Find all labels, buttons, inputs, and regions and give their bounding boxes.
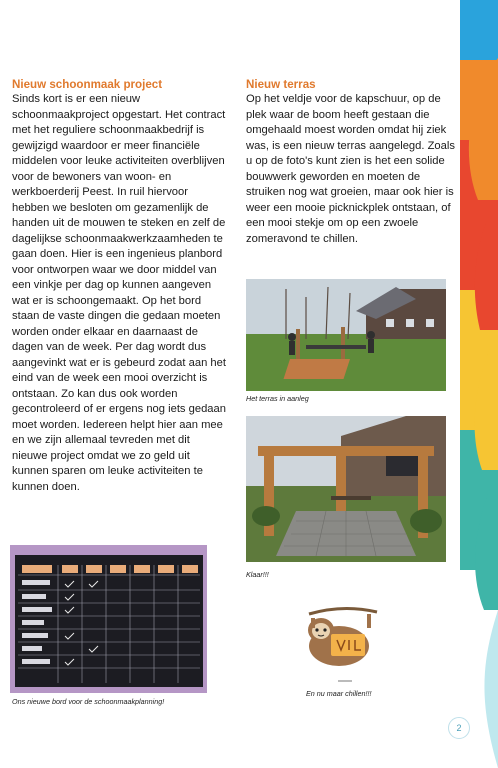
finished-terrace-caption: Klaar!!! bbox=[246, 570, 269, 579]
article-title: Nieuw terras bbox=[246, 78, 316, 91]
terrace-construction-caption: Het terras in aanleg bbox=[246, 394, 309, 403]
new-terrace-article bbox=[246, 78, 456, 247]
sloth-illustration bbox=[303, 604, 381, 672]
finished-terrace-photo bbox=[246, 416, 446, 562]
cleaning-project-article bbox=[12, 78, 226, 495]
article-body: Op het veldje voor de kapschuur, op de plek waar de boom heeft gestaan die omgehaald moest worden omdat hij ziek was, is een nieuw terras aangelegd. Zoals u op de foto's kunt zien is het een solide bouwwerk geworden en moeten de struiken nog wat groeien, maar ook hier is weer een mooie picknickplek ontstaan, of een mooi stekje om op een zwoele zomeravond te chillen. bbox=[246, 93, 455, 245]
sloth-caption: En nu maar chillen!!! bbox=[306, 689, 372, 698]
divider bbox=[338, 680, 352, 682]
article-body: Sinds kort is er een nieuw schoonmaakproject opgestart. Het contract met het reguliere schoonmaakbedrijf is gewijzigd waardoor er meer financiële middelen voor leuke activiteiten overblijven voor de bewoners van woon- en werkboerderij Peest. In ruil hiervoor hebben we besloten om gezamenlijk de handen uit de mouwen te steken en zelf de dagelijkse schoonmaakwerkzaamheden te gaan doen. Hier is een ingenieus planbord voor ontworpen waar we door middel van een vinkje per dag op kunnen aangeven wat er is schoongemaakt. Op het bord staan de vaste dingen die gedaan moeten worden onder elkaar en daarnaast de dagen van de week. Per dag wordt dus aangevinkt wat er is gebeurd zodat aan het eind van de week een mooi overzicht is ontstaan. Zo kan dus ook worden gecontroleerd of er ergens nog iets gedaan moet worden. Iedereen helpt hier aan mee en we zijn allemaal tevreden met dit nieuwe project omdat we zo geld uit kunnen sparen om leuke activiteiten te kunnen doen. bbox=[12, 93, 226, 493]
page-number: 2 bbox=[448, 717, 470, 739]
cleaning-board-caption: Ons nieuwe bord voor de schoonmaakplanning! bbox=[12, 697, 165, 706]
terrace-construction-photo bbox=[246, 279, 446, 391]
article-title: Nieuw schoonmaak project bbox=[12, 78, 163, 91]
cleaning-board-photo bbox=[10, 545, 207, 693]
